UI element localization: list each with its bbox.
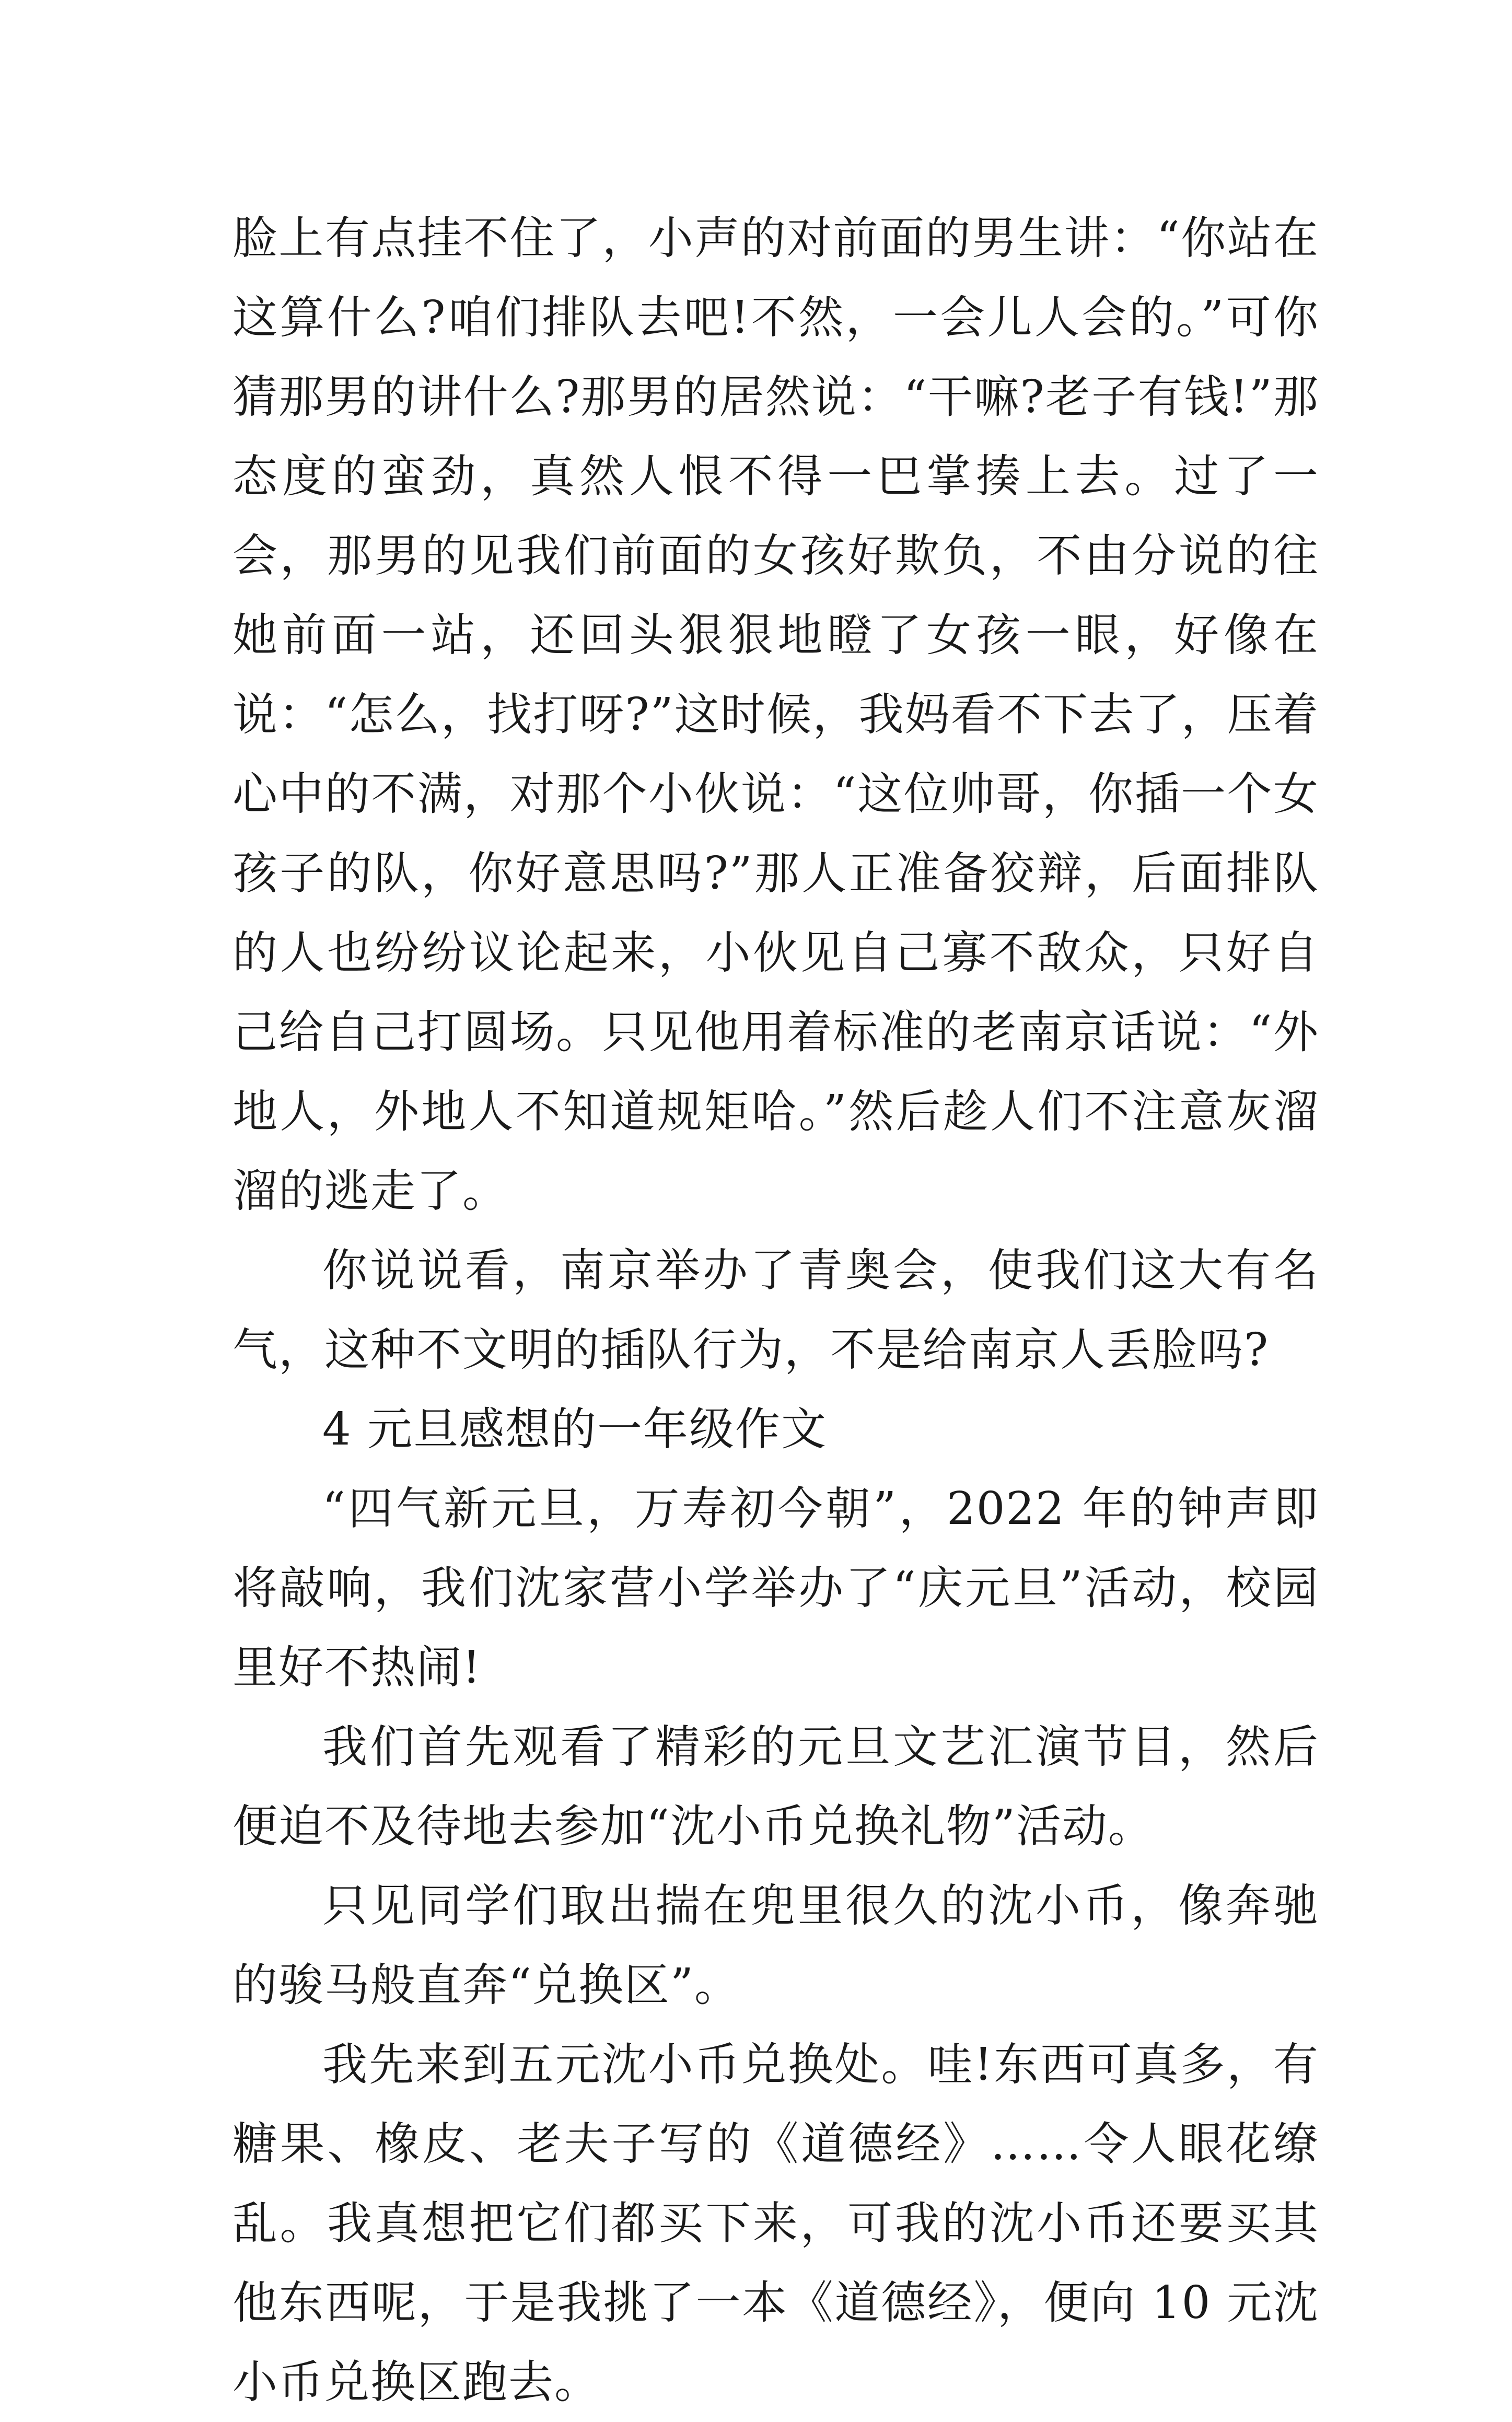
- paragraph-exchange: 我先来到五元沈小币兑换处。哇!东西可真多，有糖果、橡皮、老夫子写的《道德经》……令人眼花缭乱。我真想把它们都买下来，可我的沈小币还要买其他东西呢，于是我挑了一本《道德经》，便向 10 元沈小币兑换区跑去。: [232, 2039, 1319, 2408]
- body-text: [232, 199, 1319, 2422]
- paragraph-nanjing-comment: 你说说看，南京举办了青奥会，使我们这大有名气，这种不文明的插队行为，不是给南京人丢脸吗?: [232, 1244, 1319, 1376]
- paragraph-performance: 我们首先观看了精彩的元旦文艺汇演节目，然后便迫不及待地去参加“沈小币兑换礼物”活动。: [232, 1721, 1319, 1853]
- section-heading: 4 元旦感想的一年级作文: [322, 1403, 828, 1455]
- paragraph-classmates: 只见同学们取出揣在兜里很久的沈小币，像奔驰的骏马般直奔“兑换区”。: [232, 1880, 1319, 2011]
- paragraph-new-year-intro: “四气新元旦，万寿初今朝”，2022 年的钟声即将敲响，我们沈家营小学举办了“庆元旦”活动，校园里好不热闹!: [232, 1483, 1319, 1694]
- paragraph-continuation: 脸上有点挂不住了，小声的对前面的男生讲：“你站在这算什么?咱们排队去吧!不然，一会儿人会的。”可你猜那男的讲什么?那男的居然说：“干嘛?老子有钱!”那态度的蛮劲，真然人恨不得一巴掌揍上去。过了一会，那男的见我们前面的女孩好欺负，不由分说的往她前面一站，还回头狠狠地瞪了女孩一眼，好像在说：“怎么，找打呀?”这时候，我妈看不下去了，压着心中的不满，对那个小伙说：“这位帅哥，你插一个女孩子的队，你好意思吗?”那人正准备狡辩，后面排队的人也纷纷议论起来，小伙见自己寡不敌众，只好自己给自己打圆场。只见他用着标准的老南京话说：“外地人，外地人不知道规矩哈。”然后趁人们不注意灰溜溜的逃走了。: [232, 212, 1319, 1217]
